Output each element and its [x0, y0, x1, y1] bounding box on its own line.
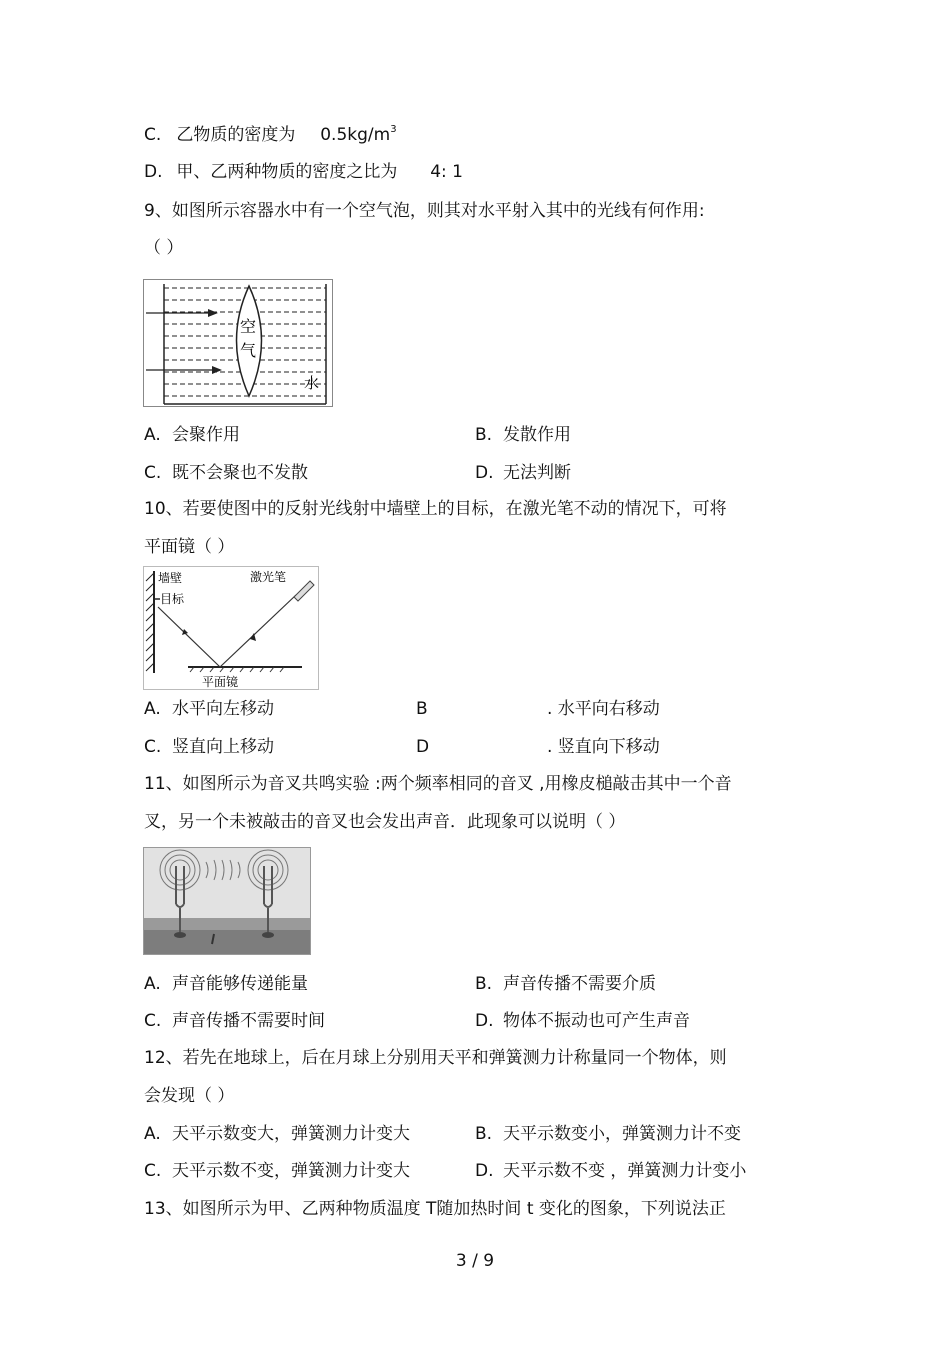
option-text: . 竖直向下移动: [547, 737, 660, 757]
option-c-density: [144, 125, 397, 145]
arrow-head-icon: [212, 366, 222, 374]
q9-option-b: [475, 425, 571, 445]
option-label: A.: [144, 1124, 161, 1144]
option-label: C.: [144, 1161, 162, 1181]
question-9-stem: 9、如图所示容器水中有一个空气泡，则其对水平射入其中的光线有何作用:: [144, 201, 705, 221]
option-text: 水平向左移动: [172, 699, 274, 719]
option-text: 乙物质的密度为: [176, 125, 296, 145]
option-text: 竖直向上移动: [172, 737, 274, 757]
option-text: 声音传播不需要时间: [172, 1011, 325, 1031]
page-number: 3 / 9: [455, 1251, 495, 1271]
laser-label: 激光笔: [250, 570, 287, 584]
reflected-ray: [158, 607, 220, 667]
question-9-bracket: （ ）: [144, 238, 184, 258]
question-10-stem-2: 平面镜（ ）: [144, 537, 235, 557]
q11-option-a: [144, 974, 308, 994]
option-text: 声音能够传递能量: [172, 974, 308, 994]
option-label: C.: [144, 125, 162, 145]
question-10-stem-1: 10、若要使图中的反射光线射中墙壁上的目标，在激光笔不动的情况下，可将: [144, 499, 727, 519]
option-label: B.: [475, 1124, 493, 1144]
wall-hatch: [146, 573, 154, 671]
option-text: . 水平向右移动: [547, 699, 660, 719]
q12-option-d: [475, 1161, 746, 1181]
question-11-stem-2: 叉，另一个未被敲击的音叉也会发出声音．此现象可以说明（ ）: [144, 812, 626, 832]
option-label: B.: [475, 425, 493, 445]
option-text: 声音传播不需要介质: [503, 974, 656, 994]
question-12-stem-1: 12、若先在地球上，后在月球上分别用天平和弹簧测力计称量同一个物体，则: [144, 1048, 727, 1068]
option-text: 发散作用: [503, 425, 571, 445]
question-12-stem-2: 会发现（ ）: [144, 1086, 235, 1106]
option-text: 甲、乙两种物质的密度之比为: [176, 162, 398, 182]
arrow-head-icon: [208, 309, 218, 317]
tuning-fork-photo: [144, 848, 310, 954]
q12-option-b: [475, 1124, 741, 1144]
figure-tuning-forks: [143, 847, 311, 955]
wall-label: 墙壁: [158, 571, 183, 585]
question-13-stem-1: 13、如图所示为甲、乙两种物质温度 T随加热时间 t 变化的图象，下列说法正: [144, 1199, 726, 1219]
q10-option-d: [416, 737, 660, 757]
q10-option-a: [144, 699, 274, 719]
option-text: 天平示数不变，弹簧测力计变大: [172, 1161, 410, 1181]
target-label: 目标: [160, 592, 185, 606]
option-text: 天平示数变小，弹簧测力计不变: [503, 1124, 741, 1144]
air-label-2: 气: [240, 341, 257, 360]
option-label: C.: [144, 737, 162, 757]
option-label: D.: [475, 1161, 494, 1181]
q9-option-d: [475, 463, 571, 483]
option-label: A.: [144, 974, 161, 994]
air-label-1: 空: [240, 317, 257, 336]
option-text: 天平示数不变 ，弹簧测力计变小: [503, 1161, 747, 1181]
air-bubble-diagram: [144, 280, 332, 406]
option-label: A.: [144, 699, 161, 719]
option-label: B: [416, 699, 428, 719]
laser-pen-icon: [294, 581, 314, 601]
option-label: D.: [475, 1011, 494, 1031]
superscript-3: 3: [390, 124, 397, 135]
arrow-head-icon: [182, 629, 188, 635]
option-text: 物体不振动也可产生声音: [503, 1011, 690, 1031]
mirror-label: 平面镜: [202, 675, 239, 689]
option-text: 既不会聚也不发散: [172, 463, 308, 483]
option-label: D.: [144, 162, 163, 182]
q9-option-a: [144, 425, 240, 445]
option-label: C.: [144, 1011, 162, 1031]
q11-option-c: [144, 1011, 325, 1031]
figure-mirror: [143, 566, 319, 690]
option-label: B.: [475, 974, 493, 994]
density-value: 0.5kg/m: [320, 125, 391, 145]
option-d-ratio: [144, 162, 463, 182]
q11-option-b: [475, 974, 656, 994]
option-text: 无法判断: [503, 463, 571, 483]
q12-option-a: [144, 1124, 410, 1144]
q12-option-c: [144, 1161, 410, 1181]
mirror-diagram: [144, 567, 318, 689]
q9-option-c: [144, 463, 308, 483]
q11-option-d: [475, 1011, 690, 1031]
incident-ray: [220, 595, 296, 667]
question-11-stem-1: 11、如图所示为音叉共鸣实验 :两个频率相同的音叉 ,用橡皮槌敲击其中一个音: [144, 774, 732, 794]
option-label: D.: [475, 463, 494, 483]
q10-option-b: [416, 699, 660, 719]
option-label: D: [416, 737, 430, 757]
option-text: 天平示数变大，弹簧测力计变大: [172, 1124, 410, 1144]
figure-air-bubble: [143, 279, 333, 407]
ratio-value: 4: 1: [430, 162, 463, 182]
water-label: 水: [304, 374, 320, 392]
option-label: C.: [144, 463, 162, 483]
option-text: 会聚作用: [172, 425, 240, 445]
q10-option-c: [144, 737, 274, 757]
option-label: A.: [144, 425, 161, 445]
